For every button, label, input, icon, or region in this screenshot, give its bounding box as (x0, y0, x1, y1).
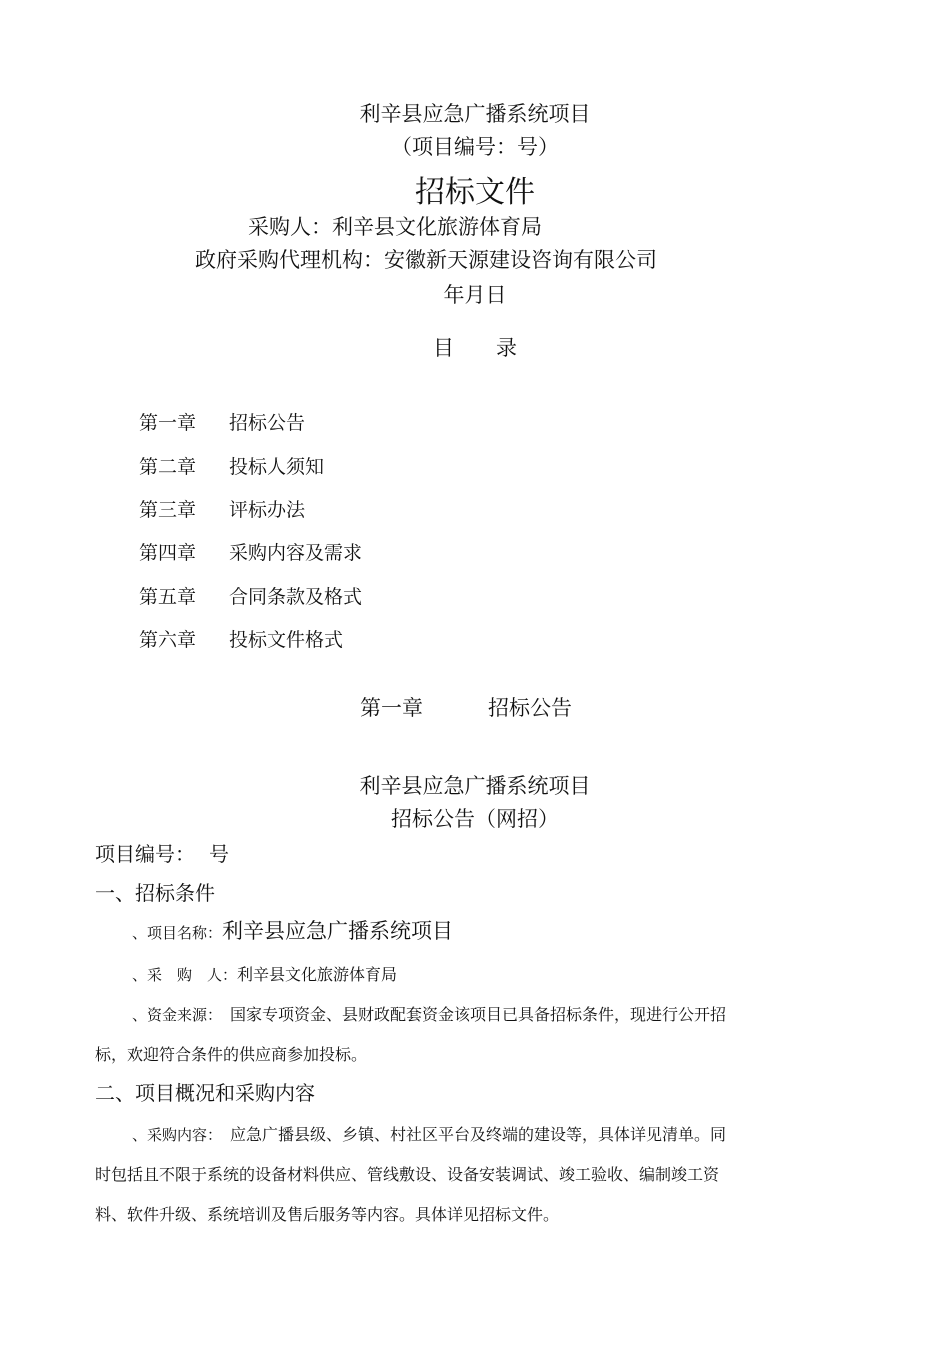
fund-source-label: 、资金来源： (132, 1006, 223, 1024)
toc-heading: 目 录 (433, 336, 517, 360)
cover-project-name: 利辛县应急广播系统项目 (359, 102, 591, 126)
toc-item (139, 625, 343, 652)
purchaser-value: 利辛县文化旅游体育局 (237, 965, 398, 984)
project-name-value: 利辛县应急广播系统项目 (222, 919, 454, 943)
document-title: 招标文件 (415, 175, 535, 210)
section-heading-overview: 二、项目概况和采购内容 (95, 1081, 315, 1105)
toc-item (139, 408, 305, 435)
fund-source-value: 国家专项资金、县财政配套资金该项目已具备招标条件，现进行公开招 (230, 1005, 727, 1024)
toc-item-title: 采购内容及需求 (229, 542, 363, 564)
toc-item (139, 582, 362, 609)
toc-item-number: 第六章 (139, 629, 197, 651)
procurement-content-value: 应急广播县级、乡镇、村社区平台及终端的建设等，具体详见清单。同 (230, 1125, 727, 1144)
purchaser-row (132, 962, 397, 985)
toc-item-number: 第三章 (139, 499, 197, 521)
notice-title: 招标公告（网招） (391, 807, 559, 831)
toc-item-number: 第一章 (139, 412, 197, 434)
section-heading-conditions: 一、招标条件 (95, 881, 215, 905)
notice-project-name: 利辛县应急广播系统项目 (359, 774, 591, 798)
fund-source-row (132, 1002, 726, 1025)
toc-item-title: 招标公告 (229, 412, 306, 434)
toc-item (139, 495, 305, 522)
toc-item-number: 第二章 (139, 456, 197, 478)
chapter-number: 第一章 (360, 696, 423, 720)
cover-purchaser: 采购人：利辛县文化旅游体育局 (248, 215, 542, 239)
toc-item-number: 第五章 (139, 586, 197, 608)
chapter-title: 招标公告 (488, 696, 572, 720)
procurement-content-line3: 料、软件升级、系统培训及售后服务等内容。具体详见招标文件。 (95, 1205, 560, 1224)
project-name-label: 、项目名称： (132, 924, 223, 942)
purchaser-label: 、采 购 人： (132, 966, 238, 984)
procurement-content-line2: 时包括且不限于系统的设备材料供应、管线敷设、设备安装调试、竣工验收、编制竣工资 (95, 1165, 720, 1184)
toc-item-title: 投标文件格式 (229, 629, 344, 651)
fund-source-continuation: 标，欢迎符合条件的供应商参加投标。 (95, 1045, 368, 1064)
project-name-row (132, 915, 453, 945)
project-number-label: 项目编号： (95, 842, 195, 866)
toc-item (139, 538, 362, 565)
toc-item-number: 第四章 (139, 542, 197, 564)
cover-agency: 政府采购代理机构：安徽新天源建设咨询有限公司 (195, 248, 657, 272)
toc-item-title: 投标人须知 (229, 456, 325, 478)
toc-item-title: 合同条款及格式 (229, 586, 363, 608)
procurement-content-row (132, 1122, 726, 1145)
procurement-content-label: 、采购内容： (132, 1126, 223, 1144)
toc-item (139, 452, 324, 479)
cover-project-number: （项目编号：号） (391, 135, 559, 159)
toc-item-title: 评标办法 (229, 499, 306, 521)
cover-date: 年月日 (443, 283, 507, 307)
project-number-value: 号 (209, 842, 229, 866)
